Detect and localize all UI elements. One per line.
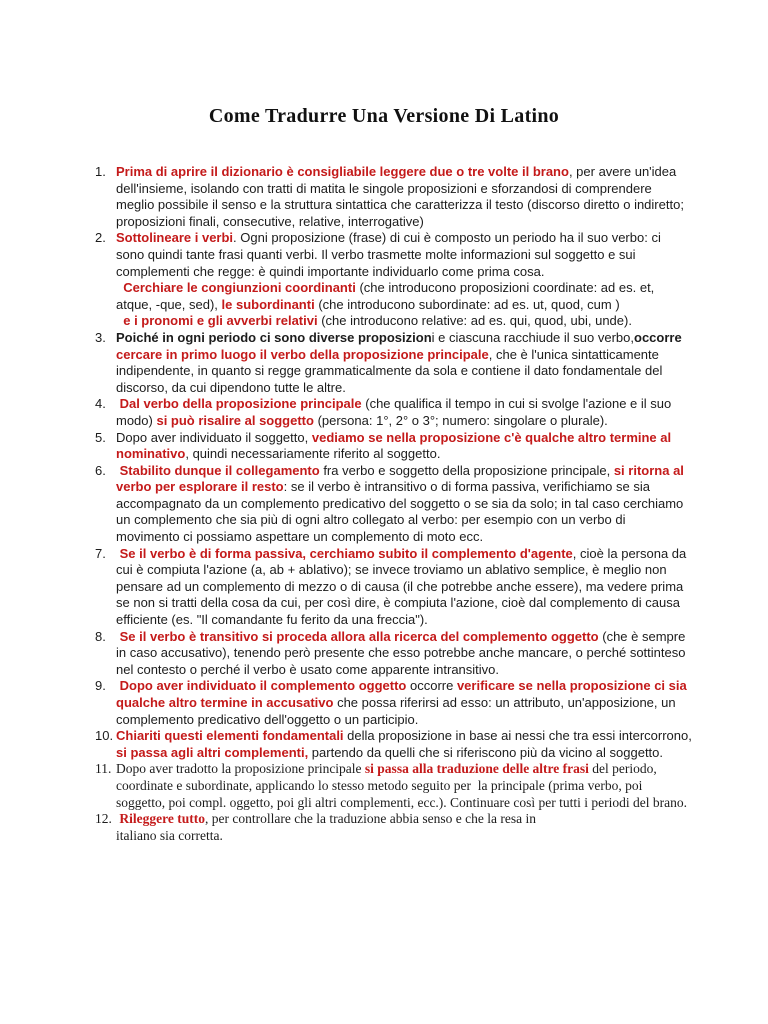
item-text (116, 164, 692, 230)
text-segment: che possa riferirsi ad esso: un attributo, un'apposizione, un complemento predicativo dell'oggetto o un participio. (116, 695, 680, 727)
item-number: 7. (95, 545, 106, 561)
text-segment: verificare se nella proposizione ci sia qualche altro termine in accusativo (116, 678, 691, 710)
text-segment: (che introducono proposizioni coordinate: ad es. et, atque, -que, sed), (116, 280, 658, 312)
text-segment: , per avere un'idea dell'insieme, isolando con tratti di matita le singole proposizioni e sforzandosi di comprendere meglio possibile il senso e la struttura sintattica che caratterizza il testo (discorso diretto o indiretto; proposizioni finali, consecutive, relative, interrogative) (116, 164, 688, 229)
text-segment: Rileggere tutto (116, 811, 205, 827)
item-text (116, 230, 692, 330)
item-number: 8. (95, 628, 106, 644)
text-segment: si passa agli altri complementi, (116, 744, 312, 760)
item-text (116, 430, 692, 463)
text-segment: della proposizione in base ai nessi che tra essi intercorrono, (347, 728, 696, 744)
list-item (95, 230, 692, 330)
text-segment: occorre (634, 329, 686, 345)
item-text (116, 330, 692, 396)
item-number: 3. (95, 329, 106, 345)
text-segment: (che è sempre in caso accusativo), tenendo però presente che esso potrebbe anche mancare, o perché sottinteso nel contesto o perché il verbo è usato come apparente intransitivo. (116, 628, 690, 677)
text-segment: (persona: 1°, 2° o 3°; numero: singolare o plurale). (317, 412, 608, 428)
text-segment: , cioè la persona da cui è compiuta l'azione (a, ab + ablativo); se invece troviamo un ablativo semplice, è meglio non pensare ad un complemento di mezzo o di causa (il che potrebbe anche essere), ma vedere prima se non si tratti della cosa da cui, per così dire, è compiuta l'azione, cioè dal complemento di causa efficiente (es. "Il comandante fu ferito da una freccia"). (116, 545, 690, 628)
text-segment: Dopo aver individuato il complemento oggetto (116, 678, 410, 694)
text-segment: Se il verbo è transitivo si proceda allora alla ricerca del complemento oggetto (116, 628, 603, 644)
text-segment: Poiché in ogni periodo ci sono diverse proposizion (116, 329, 432, 345)
list-item (95, 430, 692, 463)
list-item (95, 164, 692, 230)
item-number: 2. (95, 230, 106, 246)
list-item (95, 678, 692, 728)
text-segment: , per controllare che la traduzione abbia senso e che la resa in (204, 811, 536, 827)
text-segment: (che introducono subordinate: ad es. ut, quod, cum ) (318, 296, 620, 312)
list-item (95, 811, 692, 844)
text-segment: (che qualifica il tempo in cui si svolge l'azione e il suo modo) (116, 396, 675, 428)
text-segment: Prima di aprire il dizionario è consigliabile leggere due o tre volte il brano (116, 164, 569, 179)
text-segment: si passa alla traduzione delle altre frasi (364, 761, 593, 777)
text-segment: Dal verbo della proposizione principale (116, 396, 366, 412)
page-title: Come Tradurre Una Versione Di Latino (208, 105, 560, 127)
text-segment: . Ogni proposizione (frase) di cui è composto un periodo ha il suo verbo: ci sono quindi tante frasi quanti verbi. Il verbo trasmette molte informazioni sul soggetto e sui complementi che regge: è quindi importante individuarlo come prima cosa. (116, 230, 665, 279)
item-text (116, 678, 692, 728)
text-segment: fra verbo e soggetto della proposizione principale, (323, 462, 614, 478)
item-text (116, 728, 696, 761)
text-segment: Dopo aver tradotto la proposizione principale (116, 761, 365, 777)
text-segment: Stabilito dunque il collegamento (116, 462, 324, 478)
list-item (95, 629, 692, 679)
instruction-list (95, 164, 696, 844)
text-segment: si ritorna al verbo per esplorare il resto (116, 462, 688, 495)
text-segment: del periodo, coordinate e subordinate, applicando lo stesso metodo seguito per la principale (prima verbo, poi soggetto, poi compl. oggetto, poi gli altri complementi, ecc.). Continuare così per tutti i periodi del brano. (116, 761, 687, 810)
text-segment: occorre (409, 678, 457, 694)
list-item (95, 330, 692, 396)
item-number: 12. (95, 811, 112, 827)
text-segment: (che introducono relative: ad es. qui, quod, ubi, unde). (321, 313, 632, 329)
item-number: 6. (95, 462, 106, 478)
item-text (116, 546, 692, 629)
item-text (116, 761, 692, 811)
item-number: 4. (95, 396, 106, 412)
text-segment: Chiariti questi elementi fondamentali (116, 728, 348, 744)
list-item (95, 728, 696, 761)
item-text (116, 811, 692, 844)
text-segment: le subordinanti (221, 296, 319, 312)
text-segment: : se il verbo è intransitivo o di forma passiva, verifichiamo se sia accompagnato da un complemento predicativo del soggetto o se sia da solo; in tal caso cerchiamo un complemento che sia più di ogni altro collegato al verbo: per esempio con un verbo di movimento ci possiamo aspettare un complemento di moto ecc. (116, 479, 687, 545)
item-text (116, 463, 692, 546)
text-segment: Dopo aver individuato il soggetto, (116, 429, 312, 445)
item-text (116, 396, 692, 429)
item-number: 1. (95, 164, 106, 179)
text-segment: , quindi necessariamente riferito al soggetto. (185, 446, 441, 462)
list-item (95, 463, 692, 546)
item-number: 10. (95, 728, 114, 744)
text-segment: vediamo se nella proposizione c'è qualche altro termine al nominativo (116, 429, 675, 462)
text-segment: i e ciascuna racchiude il suo verbo, (431, 329, 634, 345)
item-number: 5. (95, 429, 106, 445)
text-segment: e i pronomi e gli avverbi relativi (116, 313, 322, 329)
item-number: 9. (95, 678, 106, 694)
text-segment: italiano sia corretta. (116, 827, 223, 843)
text-segment: Sottolineare i verbi (116, 230, 234, 246)
item-number: 11. (95, 761, 112, 777)
list-item (95, 761, 692, 811)
item-text (116, 629, 692, 679)
text-segment: Cerchiare le congiunzioni coordinanti (116, 280, 360, 296)
text-segment: Se il verbo è di forma passiva, cerchiamo subito il complemento d'agente (116, 545, 573, 561)
text-segment: si può risalire al soggetto (156, 412, 318, 428)
list-item (95, 546, 692, 629)
text-segment: partendo da quelli che si riferiscono più da vicino al soggetto. (311, 744, 664, 760)
text-segment: , che è l'unica sintatticamente indipendente, in quanto si regge grammaticalmente da sola e contiene il dato fondamentale del discorso, da cui dipendono tutte le altre. (116, 346, 666, 395)
text-segment: cercare in primo luogo il verbo della proposizione principale (116, 346, 489, 362)
list-item (95, 396, 692, 429)
